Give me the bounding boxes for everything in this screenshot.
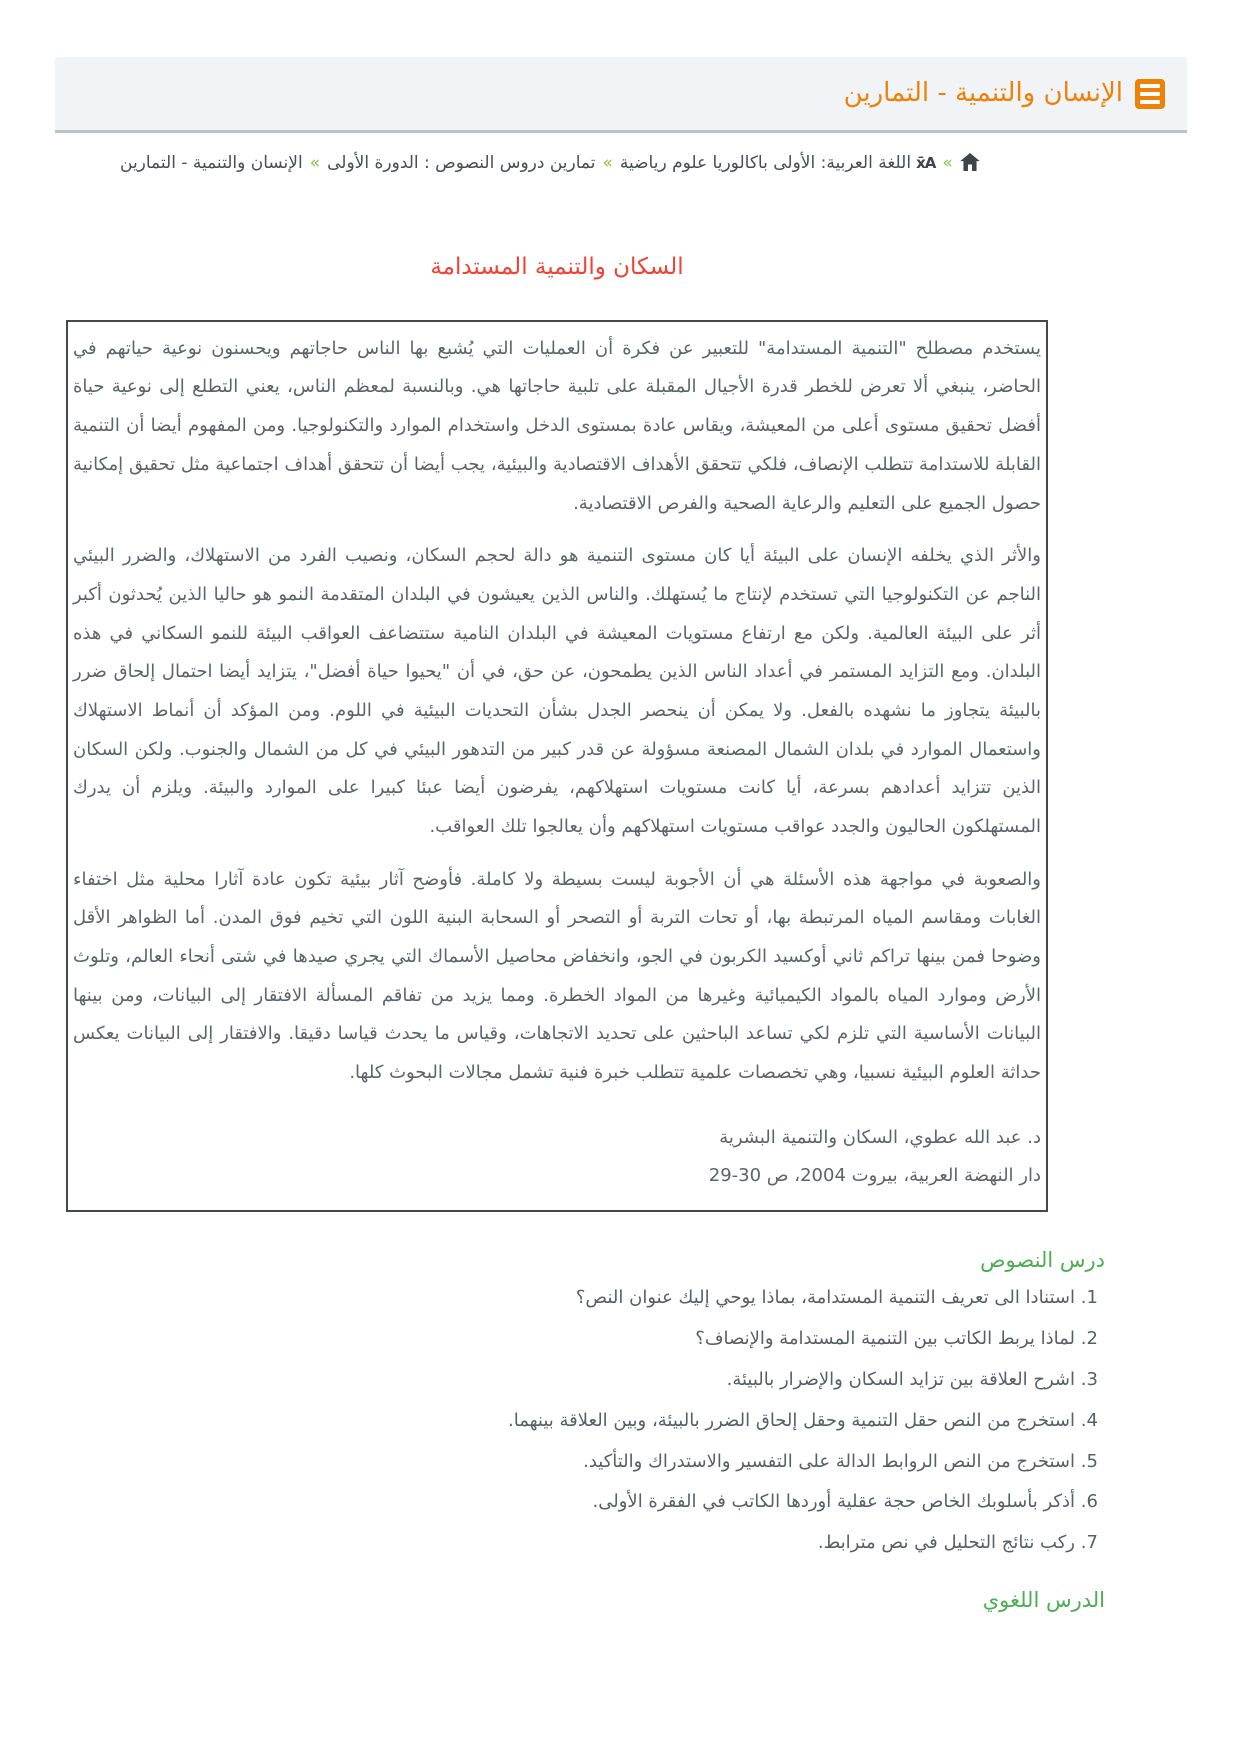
question-item: 3. اشرح العلاقة بين تزايد السكان والإضرار بالبيئة.	[66, 1366, 1075, 1395]
header-bar	[55, 57, 1187, 133]
breadcrumb-separator: «	[602, 153, 613, 173]
breadcrumb-link-language[interactable]: اللغة العربية: الأولى باكالوريا علوم رياضية	[619, 153, 912, 173]
paragraph: والصعوبة في مواجهة هذه الأسئلة هي أن الأجوبة ليست بسيطة ولا كاملة. فأوضح آثار بيئية تكون عادة آثارا محلية مثل اختفاء الغابات ومقاسم المياه المرتبطة بها، أو تحات التربة أو التصحر أو السحابة البنية اللون التي تخيم فوق المدن. أما الظواهر الأقل وضوحا فمن بينها تراكم ثاني أوكسيد الكربون في الجو، وانخفاض محاصيل الأسماك التي يجري صيدها في شتى أنحاء العالم، وتلوث الأرض وموارد المياه بالمواد الكيميائية وغيرها من المواد الخطرة. ومما يزيد من تفاقم المسألة الافتقار إلى البيانات، ومن بينها البيانات الأساسية التي تلزم لكي تساعد الباحثين على تحديد الاتجاهات، وقياس ما يحدث قياسا دقيقا. والافتقار إلى البيانات يعكس حداثة العلوم البيئية نسبيا، وهي تخصصات علمية تتطلب خبرة فنية تشمل مجالات البحوث كلها.	[73, 868, 1041, 1084]
paragraph: يستخدم مصطلح "التنمية المستدامة" للتعبير عن فكرة أن العمليات التي يُشبع بها الناس حاجاتهم ويحسنون نوعية حياتهم في الحاضر، ينبغي ألا تعرض للخطر قدرة الأجيال المقبلة على تلبية حاجاتها هي. وبالنسبة لمعظم الناس، يعني التطلع إلى نوعية حياة أفضل تحقيق مستوى أعلى من المعيشة، ويقاس عادة بمستوى الدخل واستخدام الموارد والتكنولوجيا. ومن المفهوم أيضا أن التنمية القابلة للاستدامة تتطلب الإنصاف، فلكي تتحقق الأهداف الاقتصادية والبيئية، يجب أيضا أن تتحقق أهداف اجتماعية مثل تحقيق إمكانية حصول الجميع على التعليم والرعاية الصحية والفرص الاقتصادية.	[73, 337, 1041, 514]
article	[66, 254, 1048, 1213]
breadcrumb-current: الإنسان والتنمية - التمارين	[120, 153, 303, 173]
breadcrumb	[120, 149, 1030, 182]
question-item: 2. لماذا يربط الكاتب بين التنمية المستدامة والإنصاف؟	[66, 1325, 1075, 1354]
question-item: 5. استخرج من النص الروابط الدالة على التفسير والاستدراك والتأكيد.	[66, 1448, 1075, 1477]
question-item: 7. ركب نتائج التحليل في نص مترابط.	[66, 1529, 1075, 1558]
citation-line: دار النهضة العربية، بيروت 2004، ص 30-29	[708, 1164, 1041, 1186]
menu-icon	[1135, 79, 1165, 109]
questions-list	[66, 1284, 1105, 1558]
main-content	[66, 254, 1105, 1612]
breadcrumb-link-course[interactable]: تمارين دروس النصوص : الدورة الأولى	[327, 153, 596, 173]
language-lesson-heading: الدرس اللغوي	[982, 1587, 1105, 1612]
translate-icon: x̄A	[916, 154, 936, 172]
home-icon[interactable]	[960, 152, 980, 182]
article-title: السكان والتنمية المستدامة	[430, 253, 684, 280]
home-link[interactable]	[960, 153, 980, 173]
breadcrumb-separator: «	[942, 153, 953, 173]
page-title: الإنسان والتنمية - التمارين	[843, 77, 1123, 108]
question-item: 1. استنادا الى تعريف التنمية المستدامة، بماذا يوحي إليك عنوان النص؟	[66, 1284, 1075, 1313]
citation	[73, 1119, 1041, 1195]
breadcrumb-separator: «	[309, 153, 321, 173]
source-text-box	[66, 320, 1048, 1213]
question-item: 6. أذكر بأسلوبك الخاص حجة عقلية أوردها الكاتب في الفقرة الأولى.	[66, 1488, 1075, 1517]
citation-line: د. عبد الله عطوي، السكان والتنمية البشرية	[719, 1126, 1041, 1148]
question-item: 4. استخرج من النص حقل التنمية وحقل إلحاق الضرر بالبيئة، وبين العلاقة بينهما.	[66, 1407, 1075, 1436]
paragraphs	[73, 330, 1041, 1093]
texts-lesson-heading: درس النصوص	[980, 1248, 1105, 1273]
paragraph: والأثر الذي يخلفه الإنسان على البيئة أيا كان مستوى التنمية هو دالة لحجم السكان، ونصيب الفرد من الاستهلاك، والضرر البيئي الناجم عن التكنولوجيا التي تستخدم لإنتاج ما يُستهلك. والناس الذين يعيشون في البلدان المتقدمة النمو هو حاليا الذين يُحدثون أكبر أثر على البيئة العالمية. ولكن مع ارتفاع مستويات المعيشة في البلدان النامية ستتضاعف العواقب البيئة للنمو السكاني في هذه البلدان. ومع التزايد المستمر في أعداد الناس الذين يطمحون، عن حق، في أن "يحيوا حياة أفضل"، يتزايد أيضا احتمال إلحاق ضرر بالبيئة يتجاوز ما نشهده بالفعل. ولا يمكن أن ينحصر الجدل بشأن التحديات البيئية في اللوم. ومن المؤكد أن أنماط الاستهلاك واستعمال الموارد في بلدان الشمال المصنعة مسؤولة عن قدر كبير من التدهور البيئي في كل من الشمال والجنوب. ولكن السكان الذين تتزايد أعدادهم بسرعة، أيا كانت مستويات استهلاكهم، يفرضون أيضا عبئا كبيرا على الموارد والبيئة. ويلزم أن يدرك المستهلكون الحاليون والجدد عواقب مستويات استهلاكهم وأن يعالجوا تلك العواقب.	[73, 545, 1041, 837]
